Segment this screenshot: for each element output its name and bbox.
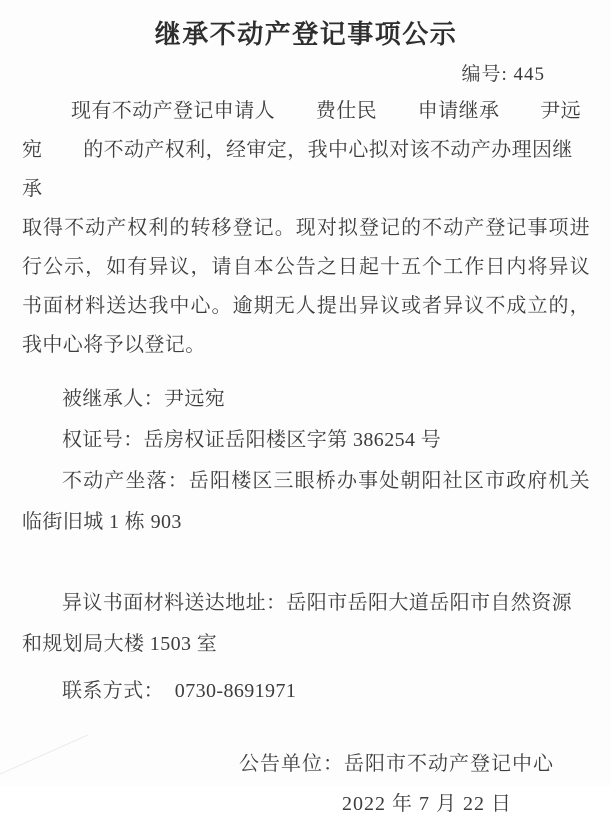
objection-address-line-2: 和规划局大楼 1503 室 — [22, 633, 218, 655]
body-line-6: 我中心将予以登记。 — [22, 334, 206, 356]
objection-address-line-1: 异议书面材料送达地址：岳阳市岳阳大道岳阳市自然资源 — [62, 592, 572, 614]
body-line-3: 取得不动产权利的转移登记。现对拟登记的不动产登记事项进 — [22, 217, 590, 239]
property-location-line-2: 临街旧城 1 栋 903 — [22, 511, 182, 533]
body-line-5: 书面材料送达我中心。逾期无人提出异议或者异议不成立的， — [22, 295, 590, 317]
body-line-1: 现有不动产登记申请人 费仕民 申请继承 尹远 — [71, 100, 581, 122]
notice-title: 继承不动产登记事项公示 — [154, 20, 458, 49]
doc-number: 编号: 445 — [461, 64, 545, 85]
certificate-number-line: 权证号：岳房权证岳阳楼区字第 386254 号 — [62, 429, 442, 451]
body-line-4: 行公示，如有异议，请自本公告之日起十五个工作日内将异议 — [22, 256, 590, 278]
property-location-line-1: 不动产坐落：岳阳楼区三眼桥办事处朝阳社区市政府机关 — [62, 470, 590, 492]
heir-line: 被继承人：尹远宛 — [62, 388, 226, 410]
body-line-2: 宛 的不动产权利，经审定，我中心拟对该不动产办理因继承 — [22, 139, 573, 200]
announcement-date-line: 2022 年 7 月 22 日 — [342, 793, 512, 815]
contact-line: 联系方式： 0730-8691971 — [62, 680, 297, 702]
announcing-unit-line: 公告单位：岳阳市不动产登记中心 — [239, 753, 554, 775]
